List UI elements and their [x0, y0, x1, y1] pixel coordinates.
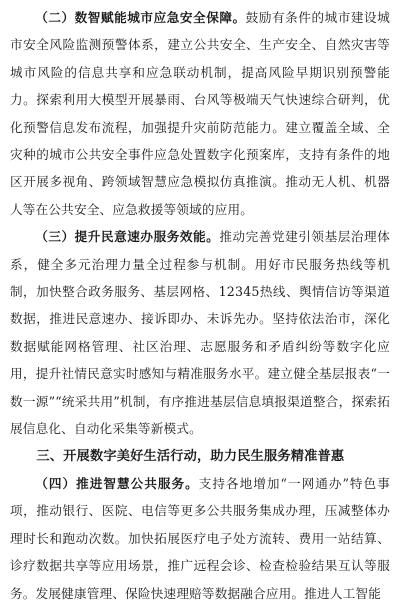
paragraph-4-lead: （四）推进智慧公共服务。	[35, 475, 199, 491]
paragraph-4-body: 支持各地增加“一网通办”特色事项，推动银行、医院、电信等更多公共服务集成办理，压减整体办理时长和跑动次数。加快拓展医疗电子处方流转、费用一站结算、诊疗数据共享等应用场景，推广远程会诊、检查检验结果互认等服务。发展健康管理、保险快速理赔等数据融合应用。推进人工智能	[10, 475, 390, 601]
paragraph-2	[10, 4, 390, 223]
paragraph-2-lead: （二）数智赋能城市应急安全保障。	[35, 10, 246, 25]
section-heading: 三、开展数字美好生活行动，助力民生服务精准普惠	[36, 448, 345, 464]
paragraph-3-lead: （三）提升民意速办服务效能。	[35, 229, 220, 245]
paragraph-4	[10, 470, 390, 607]
paragraph-3	[10, 223, 390, 442]
paragraph-2-body: 鼓励有条件的城市建设城市安全风险监测预警体系，建立公共安全、生产安全、自然灾害等城市风险的信息共享和应急联动机制，提高风险早期识别预警能力。探索利用大模型开展暴雨、台风等极端天气快速综合研判，优化预警信息发布流程，加强提升灾前防范能力。建立覆盖全域、全灾种的城市公共安全事件应急处置数字化预案库，支持有条件的地区开展多视角、跨领域智慧应急模拟仿真推演。推动无人机、机器人等在公共安全、应急救援等领域的应用。	[10, 10, 391, 217]
paragraph-3-body: 推动完善党建引领基层治理体系，健全多元治理力量全过程参与机制。用好市民服务热线等机制，加快整合政务服务、基层网格、12345热线、舆情信访等渠道数据，推进民意速办、接诉即办、未诉先办。坚持依法治市，深化数据赋能网格管理、社区治理、志愿服务和矛盾纠纷等数字化应用，提升社情民意实时感知与精准服务水平。建立健全基层报表“一数一源”“统采共用”机制，有序推进基层信息填报渠道整合，探索拓展信息化、自动化采集等新模式。	[10, 229, 390, 437]
